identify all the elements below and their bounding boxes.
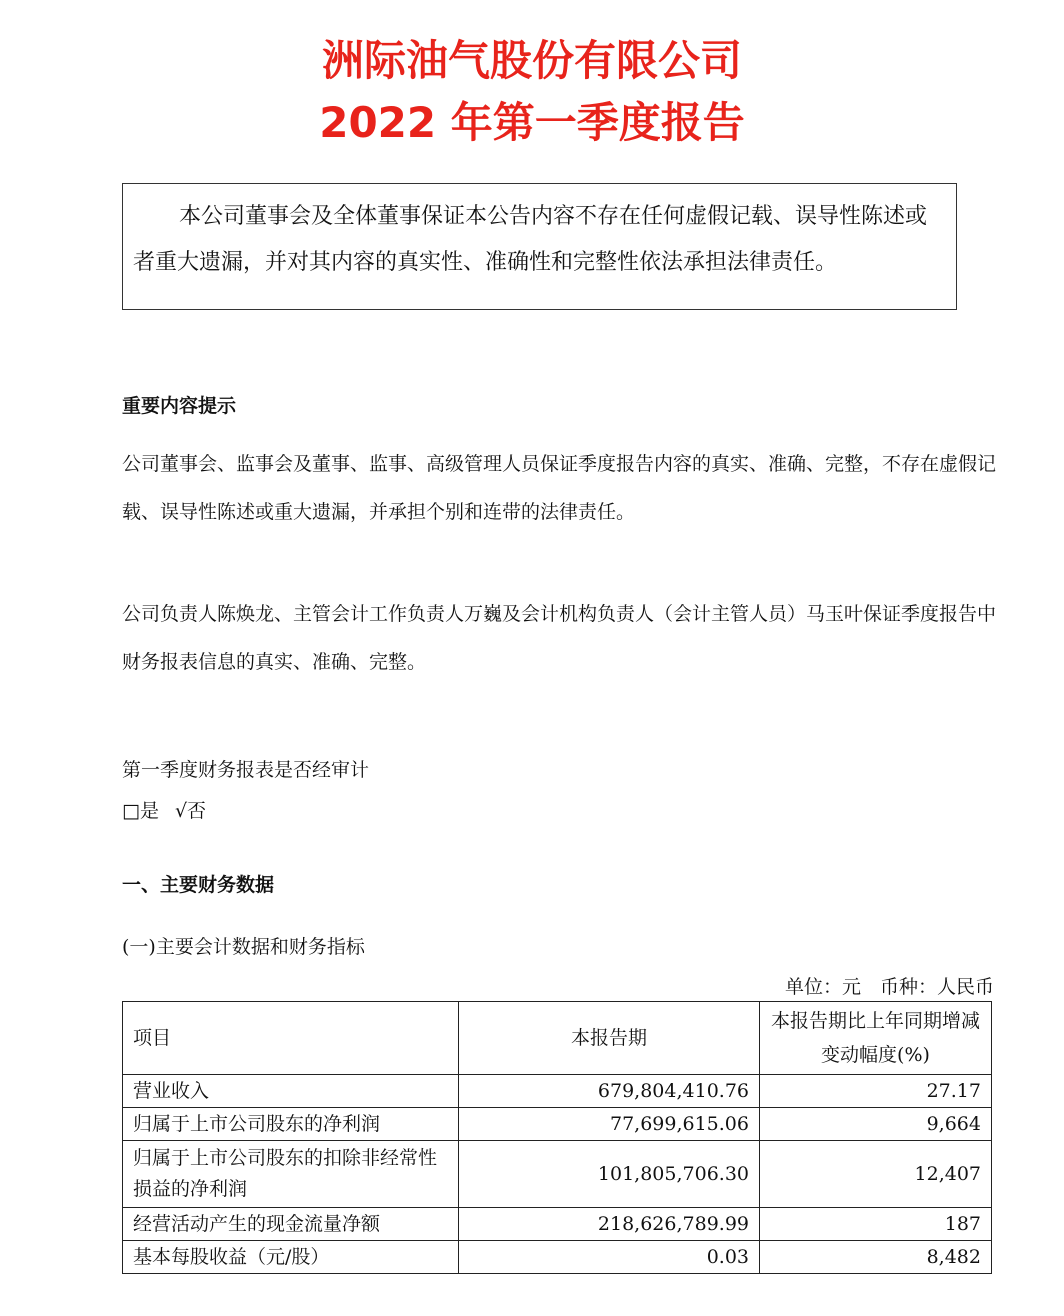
header-current-period: 本报告期 [459,1002,760,1075]
table-header-row [123,1002,992,1075]
report-title: 2022 年第一季度报告 [319,98,745,147]
row-change: 27.17 [760,1075,992,1108]
audit-yes-checkbox: □是 [122,800,159,822]
table-row [123,1075,992,1108]
row-change: 12,407 [760,1141,992,1208]
row-change: 8,482 [760,1241,992,1274]
tips-paragraph-1: 公司董事会、监事会及董事、监事、高级管理人员保证季度报告内容的真实、准确、完整，不存在虚假记载、误导性陈述或重大遗漏，并承担个别和连带的法律责任。 [122,453,997,523]
audit-no-checked: √否 [174,800,207,822]
table-row [123,1208,992,1241]
board-notice-text: 本公司董事会及全体董事保证本公告内容不存在任何虚假记载、误导性陈述或者重大遗漏，并对其内容的真实性、准确性和完整性依法承担法律责任。 [133,204,928,275]
row-change: 9,664 [760,1108,992,1141]
row-current: 0.03 [459,1241,760,1274]
section-heading: 一、主要财务数据 [122,874,275,896]
financial-data-table [122,1001,992,1274]
table-row [123,1241,992,1274]
row-current: 77,699,615.06 [459,1108,760,1141]
row-change: 187 [760,1208,992,1241]
audit-question: 第一季度财务报表是否经审计 [122,759,370,781]
row-item: 归属于上市公司股东的扣除非经常性损益的净利润 [123,1141,459,1208]
row-item: 基本每股收益（元/股） [123,1241,459,1274]
company-name: 洲际油气股份有限公司 [321,36,742,85]
row-current: 101,805,706.30 [459,1141,760,1208]
audit-options [122,796,206,823]
row-item: 营业收入 [123,1075,459,1108]
table-row [123,1108,992,1141]
section-subheading: (一)主要会计数据和财务指标 [122,936,365,958]
row-item: 归属于上市公司股东的净利润 [123,1108,459,1141]
row-current: 679,804,410.76 [459,1075,760,1108]
tips-paragraph-2: 公司负责人陈焕龙、主管会计工作负责人万巍及会计机构负责人（会计主管人员）马玉叶保证季度报告中财务报表信息的真实、准确、完整。 [122,603,997,673]
board-notice-box [122,183,957,310]
currency-unit: 单位：元 币种：人民币 [784,976,994,998]
row-current: 218,626,789.99 [459,1208,760,1241]
header-item: 项目 [123,1002,459,1075]
row-item: 经营活动产生的现金流量净额 [123,1208,459,1241]
tips-heading: 重要内容提示 [122,395,237,417]
header-change-pct: 本报告期比上年同期增减变动幅度(%) [760,1002,992,1075]
table-row [123,1141,992,1208]
